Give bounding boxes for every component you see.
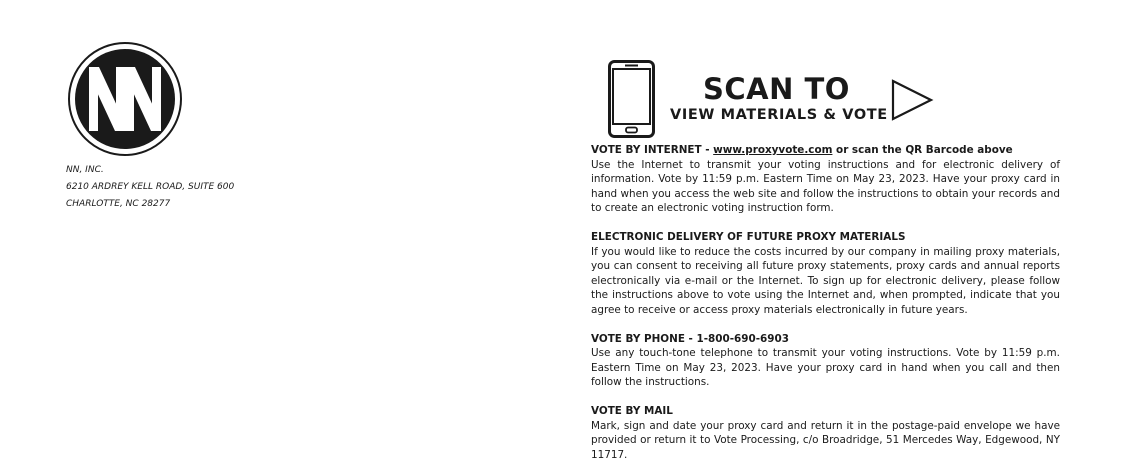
internet-title-prefix: VOTE BY INTERNET - <box>591 144 714 156</box>
play-arrow-icon <box>890 78 934 122</box>
section-internet <box>591 143 1060 216</box>
voting-instructions <box>591 143 1060 476</box>
section-internet-title <box>591 143 1060 158</box>
section-electronic-body: If you would like to reduce the costs incurred by our company in mailing proxy materials, you can consent to receiving all future proxy statements, proxy cards and annual reports electronically via e-mail or the Internet. To sign up for electronic delivery, please follow the instructions above to vote using the Internet and, when prompted, indicate that you agree to receive or access proxy materials electronically in future years. <box>591 245 1060 316</box>
address-line1: 6210 ARDREY KELL ROAD, SUITE 600 <box>66 182 235 192</box>
address-line2: CHARLOTTE, NC 28277 <box>66 199 171 209</box>
company-name: NN, INC. <box>66 165 104 175</box>
section-phone <box>591 332 1060 390</box>
internet-title-suffix: or scan the QR Barcode above <box>832 144 1013 156</box>
section-electronic <box>591 230 1060 318</box>
section-phone-body: Use any touch-tone telephone to transmit your voting instructions. Vote by 11:59 p.m. Eastern Time on May 23, 2023. Have your proxy card in hand when you call and then follow the instructions. <box>591 347 1060 389</box>
section-phone-title: VOTE BY PHONE - 1-800-690-6903 <box>591 332 789 345</box>
company-address <box>66 162 234 213</box>
section-mail <box>591 404 1060 462</box>
scan-subtitle: VIEW MATERIALS & VOTE <box>670 107 888 123</box>
section-internet-body: Use the Internet to transmit your voting instructions and for electronic delivery of information. Vote by 11:59 p.m. Eastern Time on May 23, 2023. Have your proxy card in hand when you access the web site and follow the instructions to obtain your records and to create an electronic voting instruction form. <box>591 158 1060 215</box>
nn-logo-icon <box>67 41 183 157</box>
scan-title: SCAN TO <box>703 72 850 106</box>
smartphone-icon <box>608 60 655 138</box>
section-electronic-title: ELECTRONIC DELIVERY OF FUTURE PROXY MATERIALS <box>591 230 906 243</box>
section-mail-body: Mark, sign and date your proxy card and return it in the postage-paid envelope we have provided or return it to Vote Processing, c/o Broadridge, 51 Mercedes Way, Edgewood, NY 11717. <box>591 419 1060 461</box>
proxyvote-link[interactable]: www.proxyvote.com <box>713 144 833 156</box>
section-mail-title: VOTE BY MAIL <box>591 404 673 417</box>
